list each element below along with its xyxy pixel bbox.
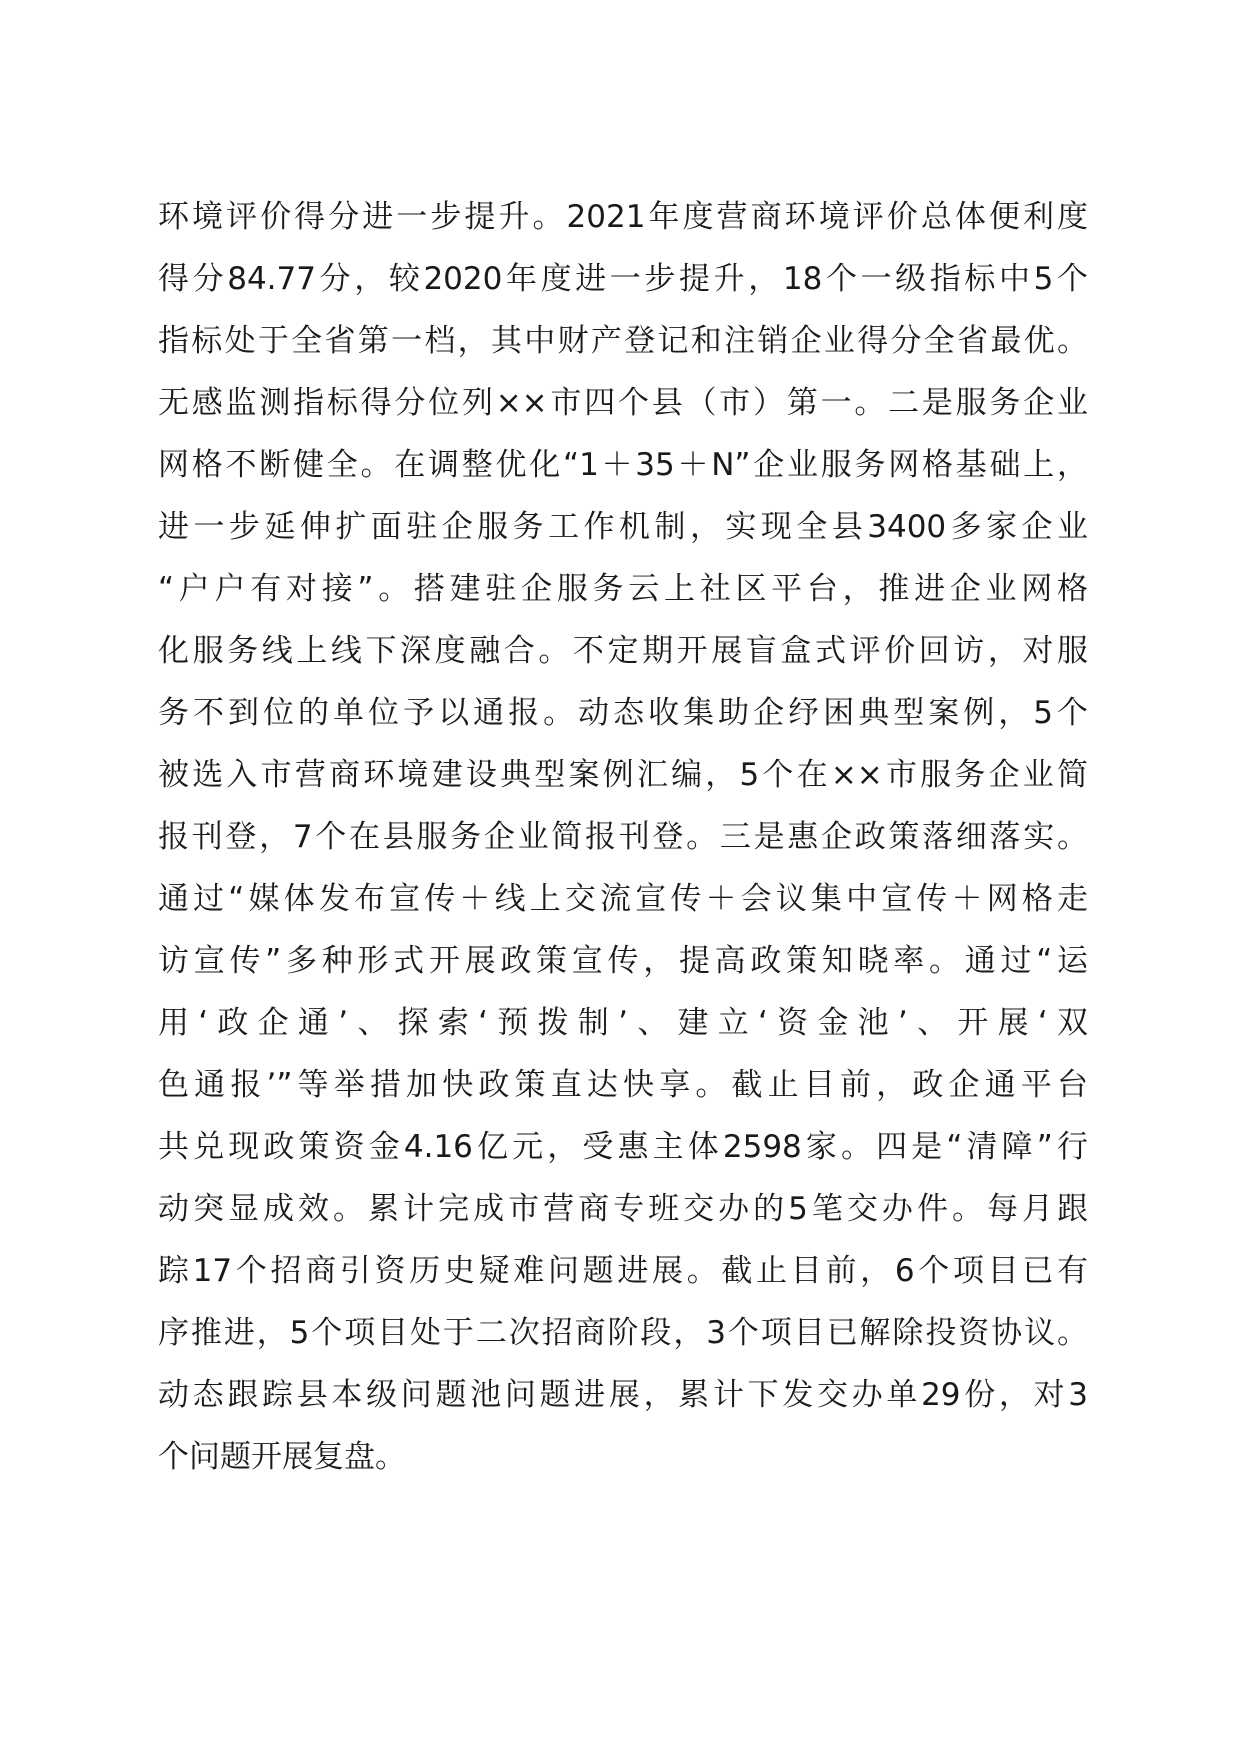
text-line-21: 个问题开展复盘。 bbox=[158, 1439, 406, 1475]
text-line-10: 被选入市营商环境建设典型案例汇编，5个在××市服务企业简 bbox=[158, 757, 1088, 793]
text-line-17: 动突显成效。累计完成市营商专班交办的5笔交办件。每月跟 bbox=[158, 1191, 1088, 1227]
text-line-11: 报刊登，7个在县服务企业简报刊登。三是惠企政策落细落实。 bbox=[158, 819, 1088, 855]
text-line-18: 踪17个招商引资历史疑难问题进展。截止目前，6个项目已有 bbox=[158, 1253, 1088, 1289]
text-line-12: 通过“媒体发布宣传＋线上交流宣传＋会议集中宣传＋网格走 bbox=[158, 881, 1088, 917]
text-line-13: 访宣传”多种形式开展政策宣传，提高政策知晓率。通过“运 bbox=[158, 943, 1088, 979]
text-line-1: 环境评价得分进一步提升。2021年度营商环境评价总体便利度 bbox=[158, 199, 1088, 235]
text-line-19: 序推进，5个项目处于二次招商阶段，3个项目已解除投资协议。 bbox=[158, 1315, 1088, 1351]
text-line-14: 用‘政企通’、探索‘预拨制’、建立‘资金池’、开展‘双 bbox=[158, 1005, 1088, 1041]
text-line-6: 进一步延伸扩面驻企服务工作机制，实现全县3400多家企业 bbox=[158, 509, 1088, 545]
text-line-16: 共兑现政策资金4.16亿元，受惠主体2598家。四是“清障”行 bbox=[158, 1129, 1088, 1165]
text-line-8: 化服务线上线下深度融合。不定期开展盲盒式评价回访，对服 bbox=[158, 633, 1088, 669]
text-line-15: 色通报’”等举措加快政策直达快享。截止目前，政企通平台 bbox=[158, 1067, 1088, 1103]
text-line-7: “户户有对接”。搭建驻企服务云上社区平台，推进企业网格 bbox=[158, 571, 1088, 607]
text-line-20: 动态跟踪县本级问题池问题进展，累计下发交办单29份，对3 bbox=[158, 1377, 1088, 1413]
text-line-3: 指标处于全省第一档，其中财产登记和注销企业得分全省最优。 bbox=[158, 323, 1088, 359]
text-line-2: 得分84.77分，较2020年度进一步提升，18个一级指标中5个 bbox=[158, 261, 1088, 297]
body-paragraph bbox=[158, 186, 1088, 1488]
text-line-9: 务不到位的单位予以通报。动态收集助企纾困典型案例，5个 bbox=[158, 695, 1088, 731]
text-line-4: 无感监测指标得分位列××市四个县（市）第一。二是服务企业 bbox=[158, 385, 1088, 421]
text-line-5: 网格不断健全。在调整优化“1＋35＋N”企业服务网格基础上， bbox=[158, 447, 1088, 483]
